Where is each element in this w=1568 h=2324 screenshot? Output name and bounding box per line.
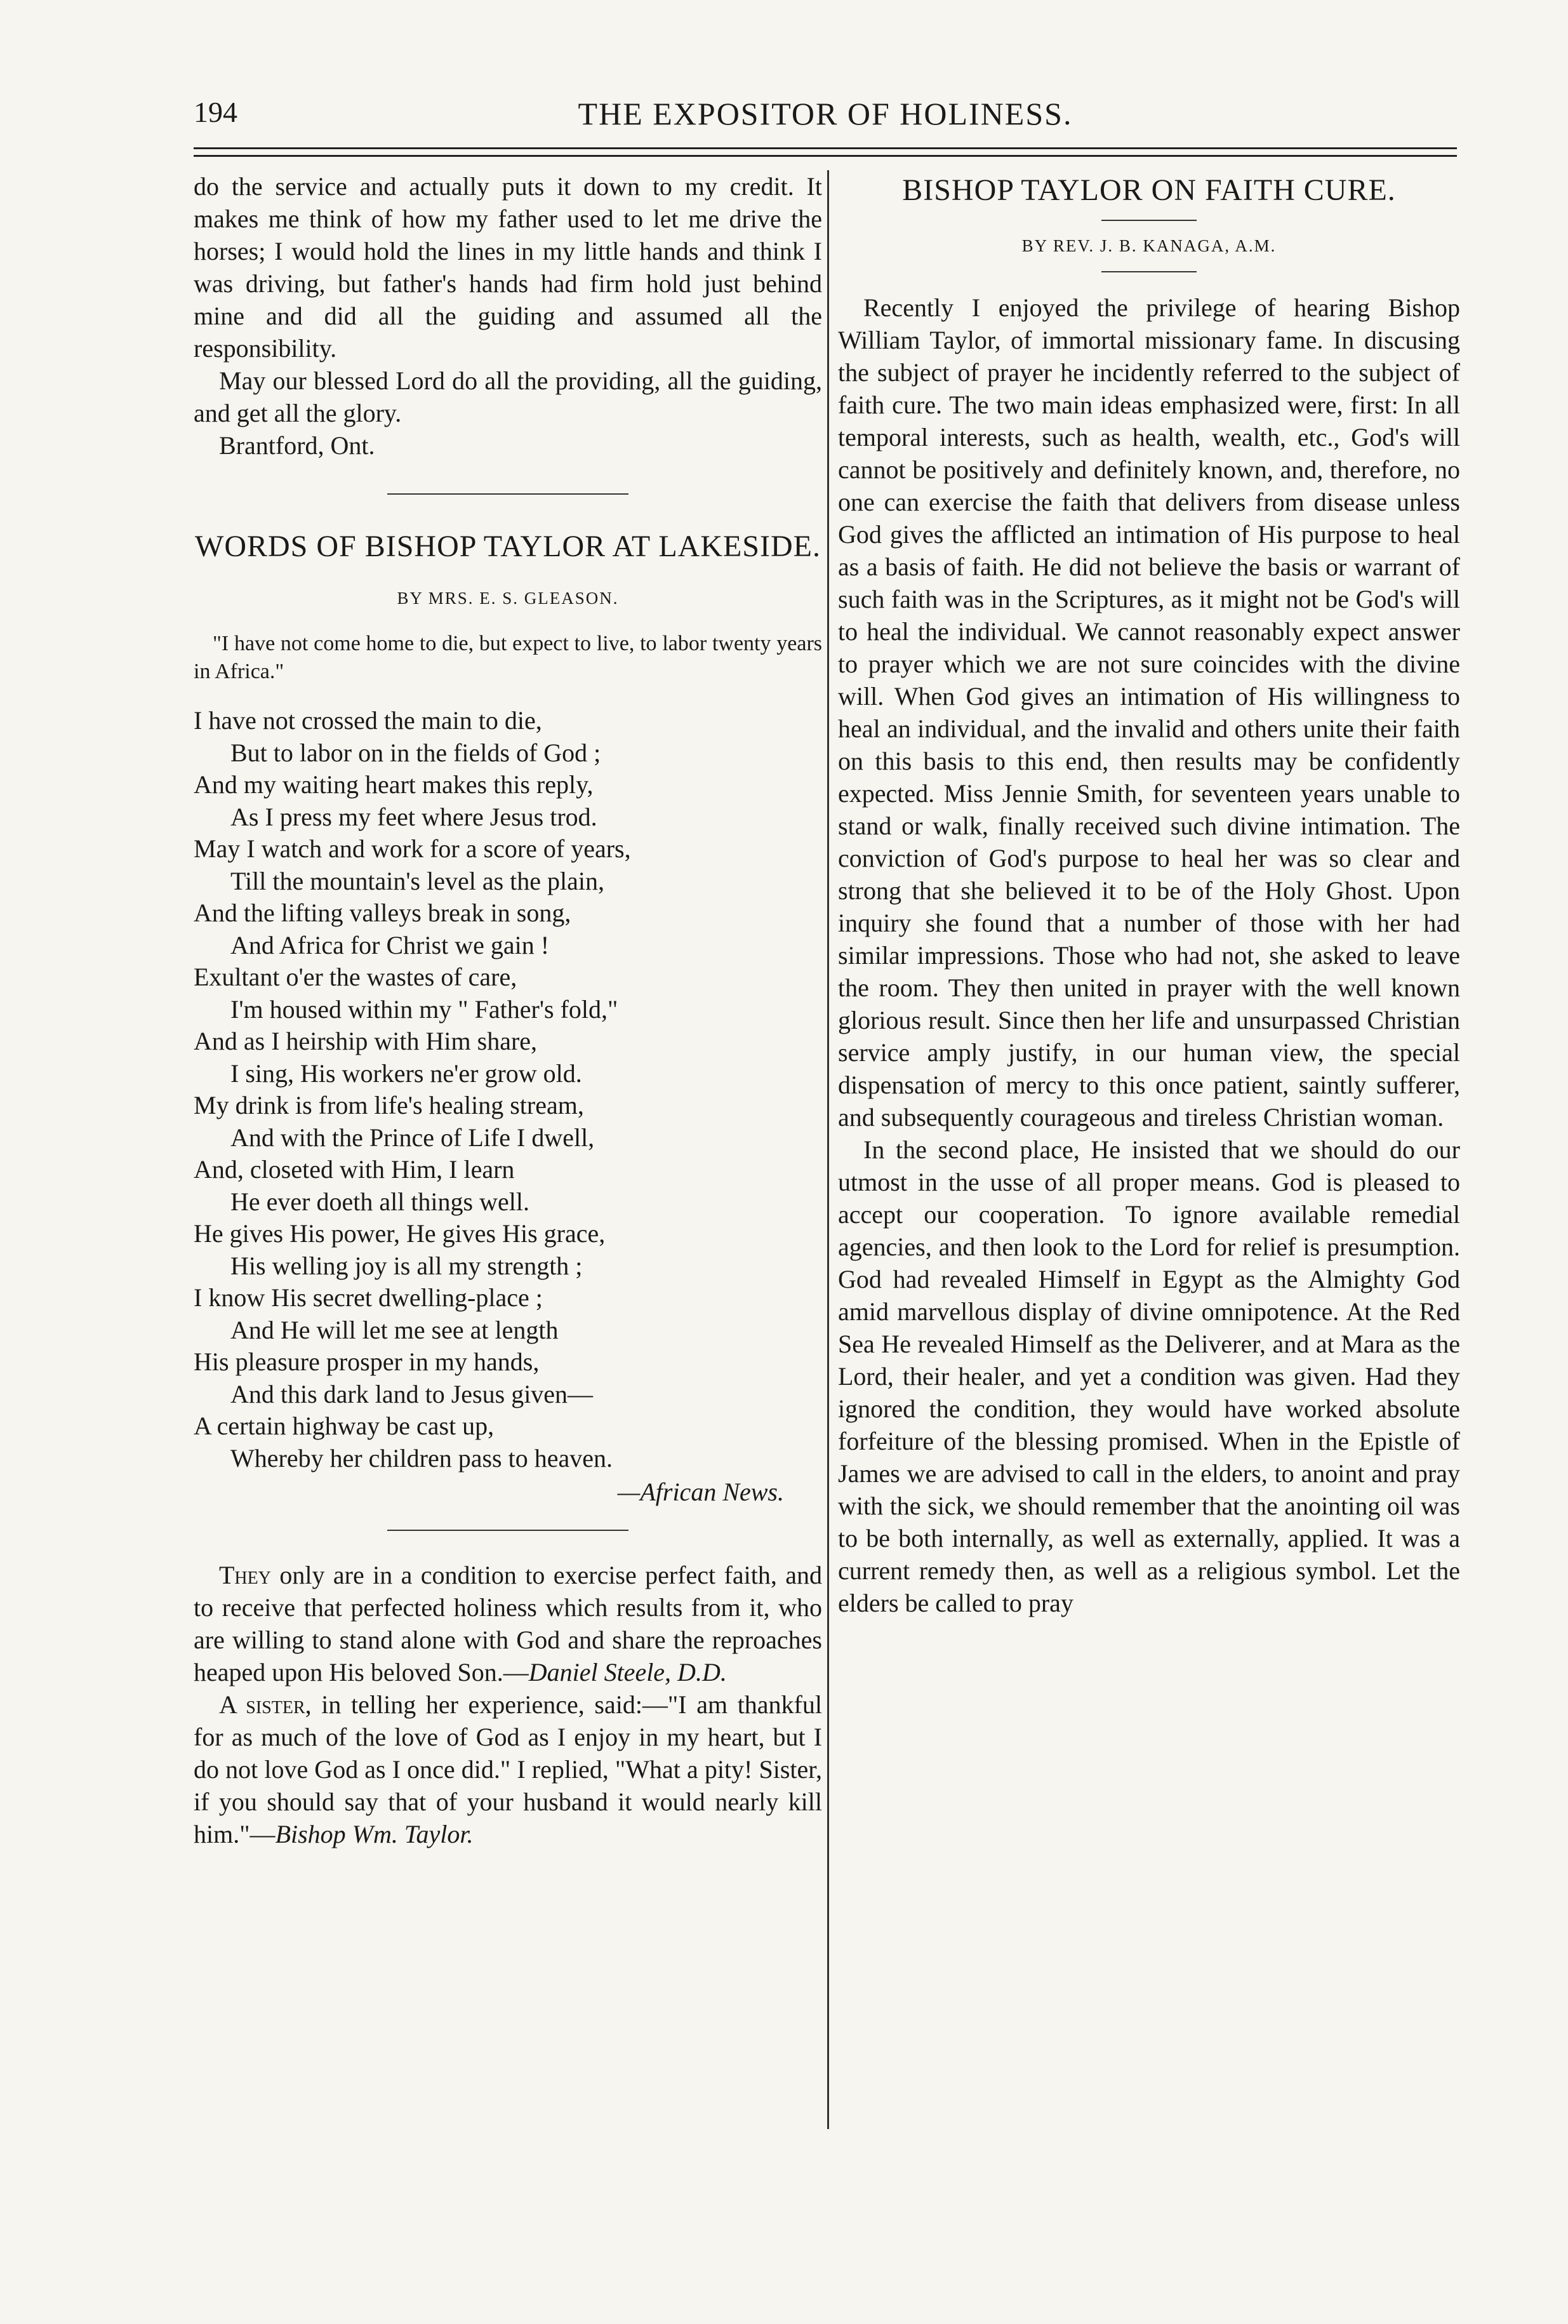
title-rule xyxy=(1101,220,1197,221)
page-header xyxy=(194,95,1457,146)
poem-title: WORDS OF BISHOP TAYLOR AT LAKESIDE. xyxy=(195,530,821,563)
poem-line: His pleasure prosper in my hands, xyxy=(194,1347,540,1376)
section-rule xyxy=(387,1530,628,1531)
poem-byline: BY MRS. E. S. GLEASON. xyxy=(397,589,619,608)
sister-attribution: Bishop Wm. Taylor. xyxy=(275,1820,474,1848)
sister-lead: A sister, xyxy=(219,1690,312,1719)
poem-line: And with the Prince of Life I dwell, xyxy=(230,1123,595,1152)
section-rule xyxy=(387,493,628,495)
poem-line: Exultant o'er the wastes of care, xyxy=(194,963,517,991)
continuation-paragraph: May our blessed Lord do all the providing, all the guiding, and get all the glory. xyxy=(194,366,822,427)
steele-attribution: Daniel Steele, D.D. xyxy=(528,1658,727,1686)
poem-line: May I watch and work for a score of years, xyxy=(194,834,631,863)
poem-line: As I press my feet where Jesus trod. xyxy=(230,802,597,831)
poem-line: And Africa for Christ we gain ! xyxy=(230,930,550,959)
header-rule-top xyxy=(194,147,1457,149)
poem-line: And this dark land to Jesus given— xyxy=(230,1379,594,1408)
poem-line: And the lifting valleys break in song, xyxy=(194,898,571,927)
steele-lead: They xyxy=(219,1561,271,1589)
poem-line: And, closeted with Him, I learn xyxy=(194,1155,515,1184)
poem-source: —African News. xyxy=(617,1478,784,1506)
article-paragraph: Recently I enjoyed the privilege of hearing Bishop William Taylor, of immortal missionary fame. In discusing the subject of prayer he incidently referred to the subject of faith cure. The two main ideas emphasized were, first: In all temporal interests, such as health, wealth, etc., God's will cannot be positively and definitely known, and, therefore, no one can exercise the faith that delivers from disease unless God gives the afflicted an intimation of His purpose to heal as a basis of faith. He did not believe the basis or warrant of such faith was in the Scriptures, as it might not be God's will to heal the individual. We cannot reasonably expect answer to prayer which we are not sure coincides with the divine will. When God gives an intimation of His willingness to heal an individual, and the invalid and others unite their faith on this basis to this end, then results may be confidently expected. Miss Jennie Smith, for seventeen years unable to stand or walk, finally received such divine intimation. The conviction of God's purpose to heal her was so clear and strong that she believed it to be of the Holy Ghost. Upon inquiry she found that a number of those with her had similar impressions. Those who had not, she asked to leave the room. They then united in prayer with the well known glorious result. Since then her life and unsurpassed Christian service amply justify, in our human view, the special dispensation of mercy to this once patient, saintly sufferer, and subsequently courageous and tireless Christian woman. xyxy=(838,293,1460,1132)
poem-line: He gives His power, He gives His grace, xyxy=(194,1219,606,1248)
steele-text: only are in a condition to exercise perfect faith, and to receive that perfected holiness which results from it, who are willing to stand alone with God and share the reproaches heaped upon His beloved Son.— xyxy=(194,1561,822,1686)
poem-line: And He will let me see at length xyxy=(230,1315,559,1344)
article-byline: BY REV. J. B. KANAGA, A.M. xyxy=(1021,236,1277,255)
poem-line: And my waiting heart makes this reply, xyxy=(194,770,594,799)
poem-line: I have not crossed the main to die, xyxy=(194,706,542,735)
journal-title: THE EXPOSITOR OF HOLINESS. xyxy=(578,96,1073,131)
poem-line: But to labor on in the fields of God ; xyxy=(230,738,601,767)
right-column xyxy=(838,170,1460,1619)
poem-line: His welling joy is all my strength ; xyxy=(230,1251,583,1280)
header-rule-bottom xyxy=(194,155,1457,157)
poem-body xyxy=(194,705,822,1474)
poem-line: A certain highway be cast up, xyxy=(194,1412,495,1440)
poem-line: I'm housed within my " Father's fold," xyxy=(230,994,618,1024)
poem-line: Till the mountain's level as the plain, xyxy=(230,866,605,895)
steele-paragraph xyxy=(194,1559,822,1688)
byline-rule xyxy=(1101,271,1197,272)
poem-line: My drink is from life's healing stream, xyxy=(194,1091,584,1119)
column-divider xyxy=(827,170,829,2129)
left-column xyxy=(194,170,822,1850)
continuation-paragraph: do the service and actually puts it down to my credit. It makes me think of how my father used to let me drive the horses; I would hold the lines in my little hands and think I was driving, but father's hands had firm hold just behind mine and did all the guiding and assumed all the responsibility. xyxy=(194,172,822,363)
signoff-location: Brantford, Ont. xyxy=(219,431,375,460)
poem-epigraph: "I have not come home to die, but expect to live, to labor twenty years in Africa." xyxy=(194,632,822,683)
sister-text: in telling her experience, said:—"I am thankful for as much of the love of God as I enjoy in my heart, but I do not love God as I once did." I replied, "What a pity! Sister, if you should say that of your husband it would nearly kill him."— xyxy=(194,1690,822,1848)
poem-line: I know His secret dwelling-place ; xyxy=(194,1283,543,1312)
article-paragraph: In the second place, He insisted that we should do our utmost in the usse of all proper means. God is pleased to accept our cooperation. To ignore available remedial agencies, and then look to the Lord for relief is presumption. God had revealed Himself in Egypt as the Almighty God amid marvellous display of divine omnipotence. At the Red Sea He revealed Himself as the Deliverer, and at Mara as the Lord, their healer, and yet a condition was given. Had they ignored the condition, they would have worked absolute forfeiture of the blessing promised. When in the Epistle of James we are advised to call in the elders, to anoint and pray with the sick, we should remember that the anointing oil was to be both internally, as well as externally, applied. It was a current remedy then, as well as a religious symbol. Let the elders be called to pray xyxy=(838,1135,1460,1617)
sister-paragraph xyxy=(194,1688,822,1850)
poem-line: I sing, His workers ne'er grow old. xyxy=(230,1058,582,1088)
poem-line: He ever doeth all things well. xyxy=(230,1187,529,1216)
page-number: 194 xyxy=(194,96,237,128)
poem-line: Whereby her children pass to heaven. xyxy=(230,1443,613,1473)
article-title: BISHOP TAYLOR ON FAITH CURE. xyxy=(902,173,1396,207)
poem-line: And as I heirship with Him share, xyxy=(194,1027,538,1055)
